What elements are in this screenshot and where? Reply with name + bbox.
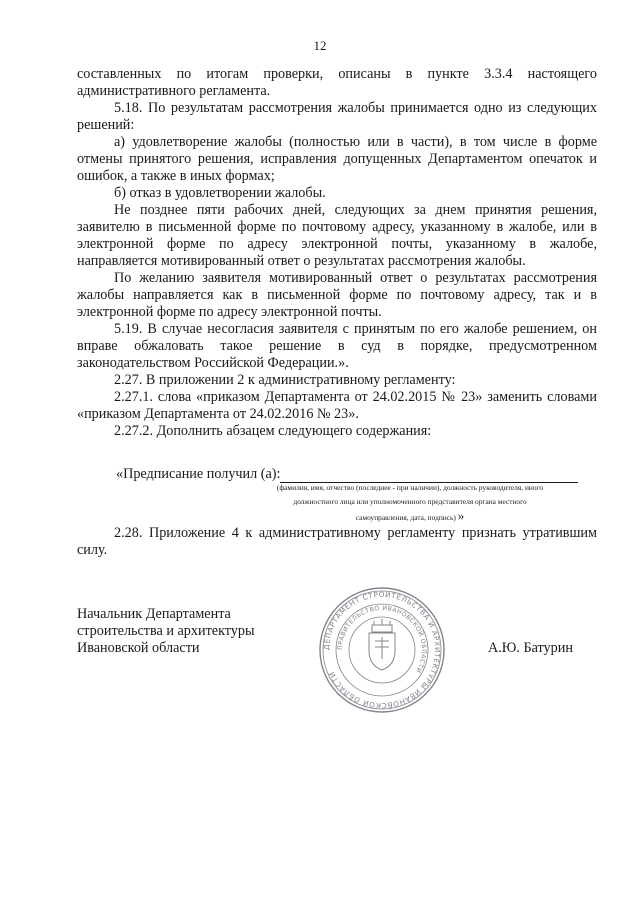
hint-line-2: должностного лица или уполномоченного представителя органа местного: [293, 497, 527, 506]
hint-line-1: (фамилия, имя, отчество (последнее - при наличии), должность руководителя, иного: [276, 483, 544, 492]
closing-quote: »: [457, 508, 465, 523]
page-number: 12: [313, 38, 327, 53]
paragraph-option-b: б) отказ в удовлетворении жалобы.: [114, 185, 326, 201]
paragraph-2-27-1: 2.27.1. слова «приказом Департамента от 24.02.2015 № 23» заменить словами «приказом Департамента от 24.02.2016 № 23».: [77, 389, 597, 422]
paragraph-option-a: а) удовлетворение жалобы (полностью или в части), в том числе в форме отмены принятого решения, исправления допущенных Департаментом опечаток и ошибок, а также в иных формах;: [77, 134, 597, 184]
signer-role-line-2: строительства и архитектуры: [77, 623, 255, 639]
hint-line-3: самоуправления, дата, подпись): [355, 513, 456, 522]
signer-role-line-1: Начальник Департамента: [77, 606, 231, 622]
closing-block: [77, 525, 597, 559]
paragraph-2-28: 2.28. Приложение 4 к административному регламенту признать утратившим силу.: [77, 525, 597, 558]
paragraph-delivery: По желанию заявителя мотивированный ответ о результатах рассмотрения жалобы направляется как в письменной форме по почтовому адресу, так и в электронной форме по адресу электронной почты.: [77, 270, 597, 320]
prescription-label: «Предписание получил (а):: [116, 466, 281, 482]
paragraph-5-18: 5.18. По результатам рассмотрения жалобы принимается одно из следующих решений:: [77, 100, 597, 133]
paragraph-5-19: 5.19. В случае несогласия заявителя с принятым по его жалобе решением, он вправе обжаловать такое решение в суд в порядке, предусмотренном законодательством Российской Федерации.».: [77, 321, 597, 371]
seal-inner-text: ПРАВИТЕЛЬСТВО ИВАНОВСКОЙ ОБЛАСТИ: [336, 604, 428, 674]
signer-name: А.Ю. Батурин: [488, 640, 573, 656]
coat-of-arms-icon: [369, 619, 395, 670]
paragraph-deadline: Не позднее пяти рабочих дней, следующих за днем принятия решения, заявителю в письменной форме по почтовому адресу, указанному в жалобе, или в электронной форме по адресу электронной почты, указанному в жалобе, направляется мотивированный ответ о результатах рассмотрения жалобы.: [77, 202, 597, 269]
paragraph-continuation: составленных по итогам проверки, описаны в пункте 3.3.4 настоящего административного регламента.: [77, 66, 597, 99]
paragraph-2-27-2: 2.27.2. Дополнить абзацем следующего содержания:: [114, 423, 432, 439]
document-body: [77, 66, 597, 440]
signer-role-line-3: Ивановской области: [77, 640, 200, 656]
paragraph-2-27: 2.27. В приложении 2 к административному регламенту:: [114, 372, 456, 388]
seal-ring-text: ДЕПАРТАМЕНТ СТРОИТЕЛЬСТВА И АРХИТЕКТУРЫ ИВАНОВСКОЙ ОБЛАСТИ: [321, 589, 443, 711]
prescription-hint: [230, 481, 590, 525]
official-seal: [317, 585, 447, 715]
